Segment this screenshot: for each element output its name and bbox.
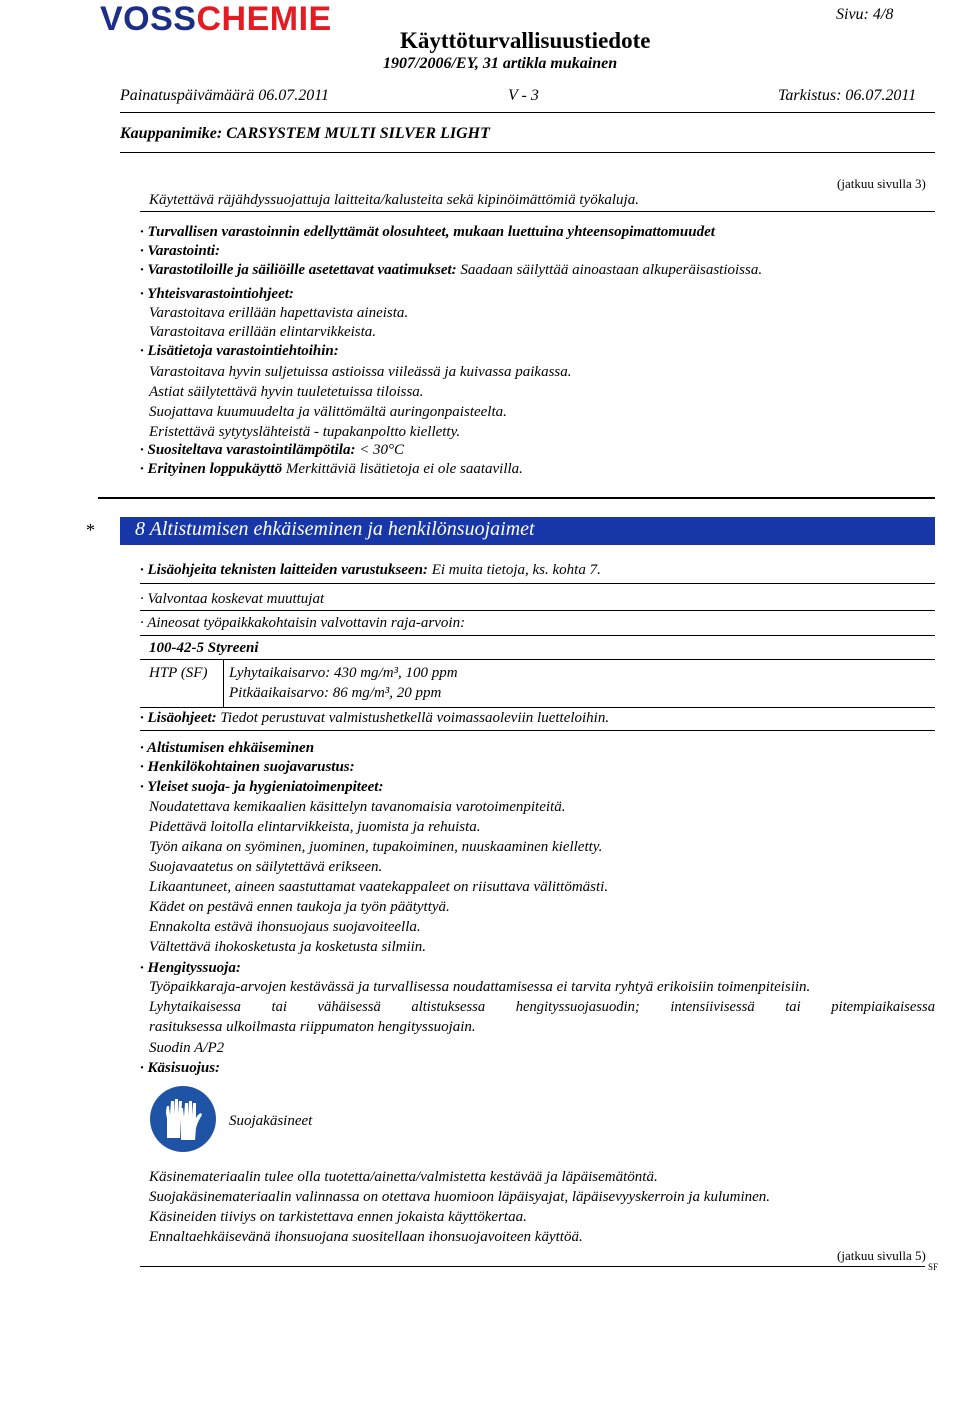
change-marker: * [86,520,95,540]
params-divider [140,610,935,611]
extra-info-label: · Lisäohjeet: [140,710,217,726]
gloves-caption: Suojakäsineet [229,1113,313,1129]
hygiene-line-3: Työn aikana on syöminen, juominen, tupakoiminen, nuuskaaminen kielletty. [149,839,603,855]
control-params-label: · Valvontaa koskevat muuttujat [140,591,325,607]
footer-rule [140,1266,925,1267]
vosschemie-logo [100,2,332,36]
limit-short-term: Lyhytaikaisarvo: 430 mg/m³, 100 ppm [229,665,458,681]
product-name: Kauppanimike: CARSYSTEM MULTI SILVER LIGHT [120,125,490,142]
hygiene-line-2: Pidettävä loitolla elintarvikkeista, juomista ja rehuista. [149,819,481,835]
section-divider [98,497,935,499]
extra-line-3: Suojattava kuumuudelta ja välittömältä auringonpaisteelta. [149,404,507,420]
extra-info-value: Tiedot perustuvat valmistushetkellä voimassaoleviin luetteloihin. [220,710,610,726]
exposure-controls-label: · Altistumisen ehkäiseminen [140,740,315,756]
temp-label: · Suositeltava varastointilämpötila: [140,442,356,458]
hygiene-line-4: Suojavaatetus on säilytettävä erikseen. [149,859,383,875]
respiratory-line-1: Työpaikkaraja-arvojen kestävässä ja turvallisessa noudattamisessa ei tarvita ryhtyä erikoisiin toimenpiteisiin. [149,979,811,995]
section8-header [120,517,935,545]
logo-part1: VOSS [100,0,197,38]
substance-name: 100-42-5 Styreeni [149,640,259,656]
product-divider [120,152,935,153]
limit-type: HTP (SF) [149,665,208,681]
hand-line-2: Suojakäsinemateriaalin valinnassa on otettava huomioon läpäisyajat, läpäisevyyskerroin ja kuluminen. [149,1189,771,1205]
info-divider [140,730,935,731]
storage-heading: · Turvallisen varastoinnin edellyttämät olosuhteet, mukaan luettuina yhteensopimattomuudet [140,224,715,240]
version: V - 3 [508,87,539,104]
table-bottom-rule [140,707,935,708]
storage-req-value: Saadaan säilyttää ainoastaan alkuperäisastioissa. [460,262,763,278]
extra-storage-label: · Lisätietoja varastointiehtoihin: [140,343,339,359]
respiratory-line-4: Suodin A/P2 [149,1040,225,1056]
gloves-pictogram [150,1086,216,1152]
technical-advice [140,562,601,579]
document-subtitle: 1907/2006/EY, 31 artikla mukainen [383,55,618,72]
tech-divider [140,583,935,584]
hygiene-line-1: Noudatettava kemikaalien käsittelyn tavanomaisia varotoimenpiteitä. [149,799,566,815]
table-column-rule [223,659,224,708]
hygiene-line-7: Ennakolta estävä ihonsuojaus suojavoiteella. [149,919,421,935]
extra-line-4: Eristettävä sytytyslähteistä - tupakanpoltto kielletty. [149,424,461,440]
respiratory-label: · Hengityssuoja: [140,960,241,976]
specific-end-use [140,461,523,478]
hygiene-label: · Yleiset suoja- ja hygieniatoimenpiteet: [140,779,384,795]
gloves-icon [150,1086,216,1152]
logo-part2: CHEMIE [196,0,332,38]
joint-storage-label: · Yhteisvarastointiohjeet: [140,286,294,302]
hand-line-3: Käsineiden tiiviys on tarkistettava ennen jokaista käyttökertaa. [149,1209,527,1225]
intro-divider [140,211,935,212]
joint-line-1: Varastoitava erillään hapettavista aineista. [149,305,409,321]
section8-title: 8 Altistumisen ehkäiseminen ja henkilönsuojaimet [135,518,535,540]
table-top-rule [140,635,935,636]
extra-line-2: Astiat säilytettävä hyvin tuuletetuissa tiloissa. [149,384,424,400]
hygiene-line-6: Kädet on pestävä ennen taukoja ja työn päätyttyä. [149,899,450,915]
temp-value: < 30°C [359,442,405,458]
storage-req-label: · Varastotiloille ja säiliöille asetettavat vaatimukset: [140,262,457,278]
joint-line-2: Varastoitava erillään elintarvikkeista. [149,324,377,340]
tech-value: Ei muita tietoja, ks. kohta 7. [431,562,601,578]
enduse-label: · Erityinen loppukäyttö [140,461,283,477]
storage-temperature [140,442,404,459]
hygiene-line-8: Vältettävä ihokosketusta ja kosketusta silmiin. [149,939,427,955]
document-title: Käyttöturvallisuustiedote [400,28,651,53]
limits-table-heading: · Aineosat työpaikkakohtaisin valvottavin raja-arvoin: [140,615,466,631]
storage-requirements [140,262,762,279]
storage-label: · Varastointi: [140,243,221,259]
continues-on: (jatkuu sivulla 5) [837,1248,926,1263]
extra-line-1: Varastoitava hyvin suljetuissa astioissa viileässä ja kuivassa paikassa. [149,364,572,380]
respiratory-line-3: rasituksessa ulkoilmasta riippumaton hengityssuojain. [149,1019,476,1035]
hand-line-1: Käsinemateriaalin tulee olla tuotetta/ainetta/valmistetta kestävää ja läpäisemätöntä. [149,1169,658,1185]
intro-line: Käytettävä räjähdyssuojattuja laitteita/kalusteita sekä kipinöimättömiä työkaluja. [149,192,639,208]
tech-label: · Lisäohjeita teknisten laitteiden varustukseen: [140,562,428,578]
table-mid-rule [140,659,935,660]
print-date: Painatuspäivämäärä 06.07.2011 [120,87,330,104]
limit-long-term: Pitkäaikaisarvo: 86 mg/m³, 20 ppm [229,685,442,701]
language-code: SF [928,1262,939,1272]
hand-line-4: Ennaltaehkäisevänä ihonsuojana suositellaan ihonsuojavoiteen käyttöä. [149,1229,583,1245]
additional-info [140,710,609,727]
respiratory-line-2: Lyhytaikaisessa tai vähäisessä altistuksessa hengityssuojasuodin; intensiivisessä tai pitempiaikaisessa [149,999,935,1015]
enduse-value: Merkittäviä lisätietoja ei ole saatavilla. [285,461,523,477]
hygiene-line-5: Likaantuneet, aineen saastuttamat vaatekappaleet on riisuttava välittömästi. [149,879,609,895]
continued-from: (jatkuu sivulla 3) [837,176,926,191]
revision-date: Tarkistus: 06.07.2011 [778,87,917,104]
ppe-label: · Henkilökohtainen suojavarustus: [140,759,355,775]
header-divider [120,112,935,113]
hand-protection-label: · Käsisuojus: [140,1060,221,1076]
page-number: Sivu: 4/8 [836,6,894,23]
